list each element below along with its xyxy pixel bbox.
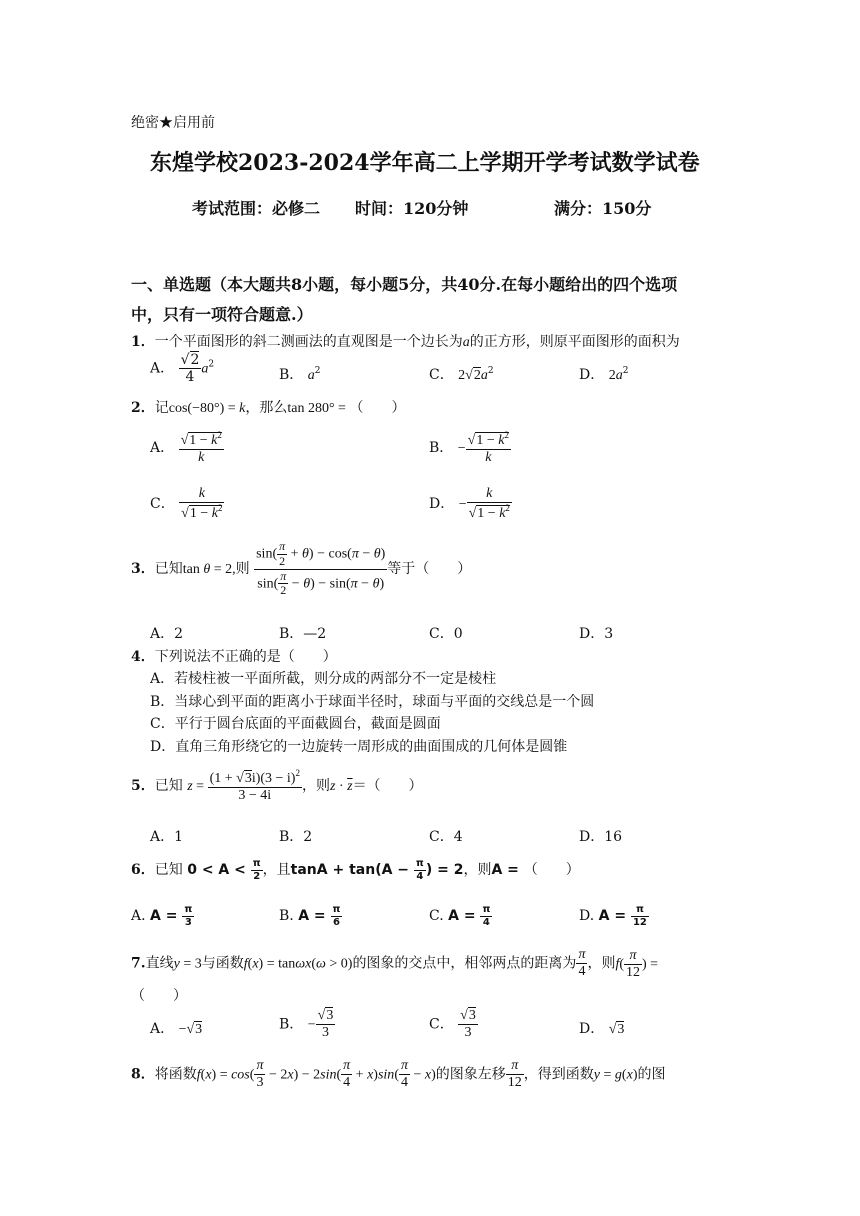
question-4-option-b: B．当球心到平面的距离小于球面半径时，球面与平面的交线总是一个圆 bbox=[150, 694, 595, 710]
section-heading-line2: 中，只有一项符合题意.） bbox=[131, 305, 313, 324]
exam-scope: 考试范围：必修二 bbox=[192, 199, 321, 218]
question-7-answer-blank: （ ） bbox=[131, 988, 187, 1004]
question-5-stem: 5．已知 z = $\frac{(1 + √3i)(3 - i)^2}{3 - 4i}$ ，则$z \cdot \overline{z}=$（ ） bbox=[131, 768, 423, 804]
section-heading-line1: 一、单选题（本大题共8小题，每小题5分，共40分.在每小题给出的四个选项 bbox=[131, 275, 678, 294]
question-1-option-c: C． $2√2a^2$ bbox=[429, 366, 494, 383]
exam-score: 满分：150分 bbox=[554, 199, 652, 218]
exam-time: 时间：120分钟 bbox=[355, 199, 469, 218]
question-7-option-d: D． √3 bbox=[579, 1021, 625, 1037]
question-1-stem: 1．一个平面图形的斜二测画法的直观图是一个边长为a的正方形，则原平面图形的面积为 bbox=[131, 334, 680, 350]
question-1-option-d: D． $2a^2$ bbox=[579, 366, 629, 383]
question-6-option-d: D. A = $\frac{\pi}{12}$ bbox=[579, 904, 647, 928]
question-5-option-c: C．4 bbox=[429, 829, 463, 845]
question-6-stem: 6．已知 0 < A < $\frac{\pi}{2}$ ，且tanA + tan(A − $\frac{\pi}{4}$ ) = 2，则A = （ ） bbox=[131, 858, 580, 882]
question-3-option-b: B．—2 bbox=[279, 626, 327, 642]
question-8-stem: 8．将函数f(x) = cos( $\frac{\pi}{3}$ − 2x) − 2sin( $\frac{\pi}{4}$ + x)sin( $\frac{\pi}{4}$ − x)的图象左移 $\frac{\pi}{12}$ ，得到函数y = g(x)的图 bbox=[131, 1058, 666, 1091]
question-4-option-a: A．若棱柱被一平面所截，则分成的两部分不一定是棱柱 bbox=[150, 671, 497, 687]
question-5-option-d: D．16 bbox=[579, 829, 623, 845]
question-7-stem: 7.直线y = 3与函数f(x) = tanωx(ω > 0)的图象的交点中，相邻两点的距离为 $\frac{\pi}{4}$ ，则f( $\frac{\pi}{12}$ ) = bbox=[131, 947, 659, 980]
question-6-option-c: C. A = $\frac{\pi}{4}$ bbox=[429, 904, 491, 928]
question-number: 1． bbox=[131, 334, 155, 350]
question-7-option-a: A． −√3 bbox=[150, 1021, 203, 1037]
confidential-label: 绝密★启用前 bbox=[131, 115, 215, 131]
question-7-option-b: B． − $\frac{√3}{3}$ bbox=[279, 1008, 334, 1041]
question-5-option-b: B．2 bbox=[279, 829, 313, 845]
question-3-option-d: D．3 bbox=[579, 626, 614, 642]
question-3-option-c: C．0 bbox=[429, 626, 463, 642]
question-5-option-a: A．1 bbox=[150, 829, 184, 845]
question-6-option-a: A. A = $\frac{\pi}{3}$ bbox=[131, 904, 193, 928]
question-1-option-a: A． $\frac{√2}{4}$ $a^2$ bbox=[150, 352, 215, 386]
question-2-option-a: A． $\frac{√1 - k^2}{k}$ bbox=[150, 430, 222, 466]
question-2-option-d: D． − $\frac{k}{√1 - k^2}$ bbox=[429, 486, 510, 522]
question-4-option-d: D．直角三角形绕它的一边旋转一周形成的曲面围成的几何体是圆锥 bbox=[150, 739, 568, 755]
question-2-option-b: B． − $\frac{√1 - k^2}{k}$ bbox=[429, 430, 509, 466]
question-3-option-a: A．2 bbox=[150, 626, 184, 642]
question-4-option-c: C．平行于圆台底面的平面截圆台，截面是圆面 bbox=[150, 716, 441, 732]
question-4-stem: 4．下列说法不正确的是（ ） bbox=[131, 649, 337, 665]
question-2-option-c: C． $\frac{k}{√1 - k^2}$ bbox=[150, 486, 223, 522]
question-6-option-b: B. A = $\frac{\pi}{6}$ bbox=[279, 904, 341, 928]
question-2-stem: 2．记cos(−80°) = k，那么tan 280° = （ ） bbox=[131, 400, 406, 416]
question-3-stem: 3．已知tan θ = 2,则 sin( $\frac{\pi}{2}$ + θ) − cos(π − θ) sin( $\frac{\pi}{2}$ − θ) − sin(π − θ) 等于（ ） bbox=[131, 539, 472, 598]
page-title: 东煌学校2023-2024学年高二上学期开学考试数学试卷 bbox=[150, 150, 700, 176]
question-7-option-c: C． $\frac{√3}{3}$ bbox=[429, 1008, 476, 1041]
question-1-option-b: B． $a^2$ bbox=[279, 366, 321, 383]
